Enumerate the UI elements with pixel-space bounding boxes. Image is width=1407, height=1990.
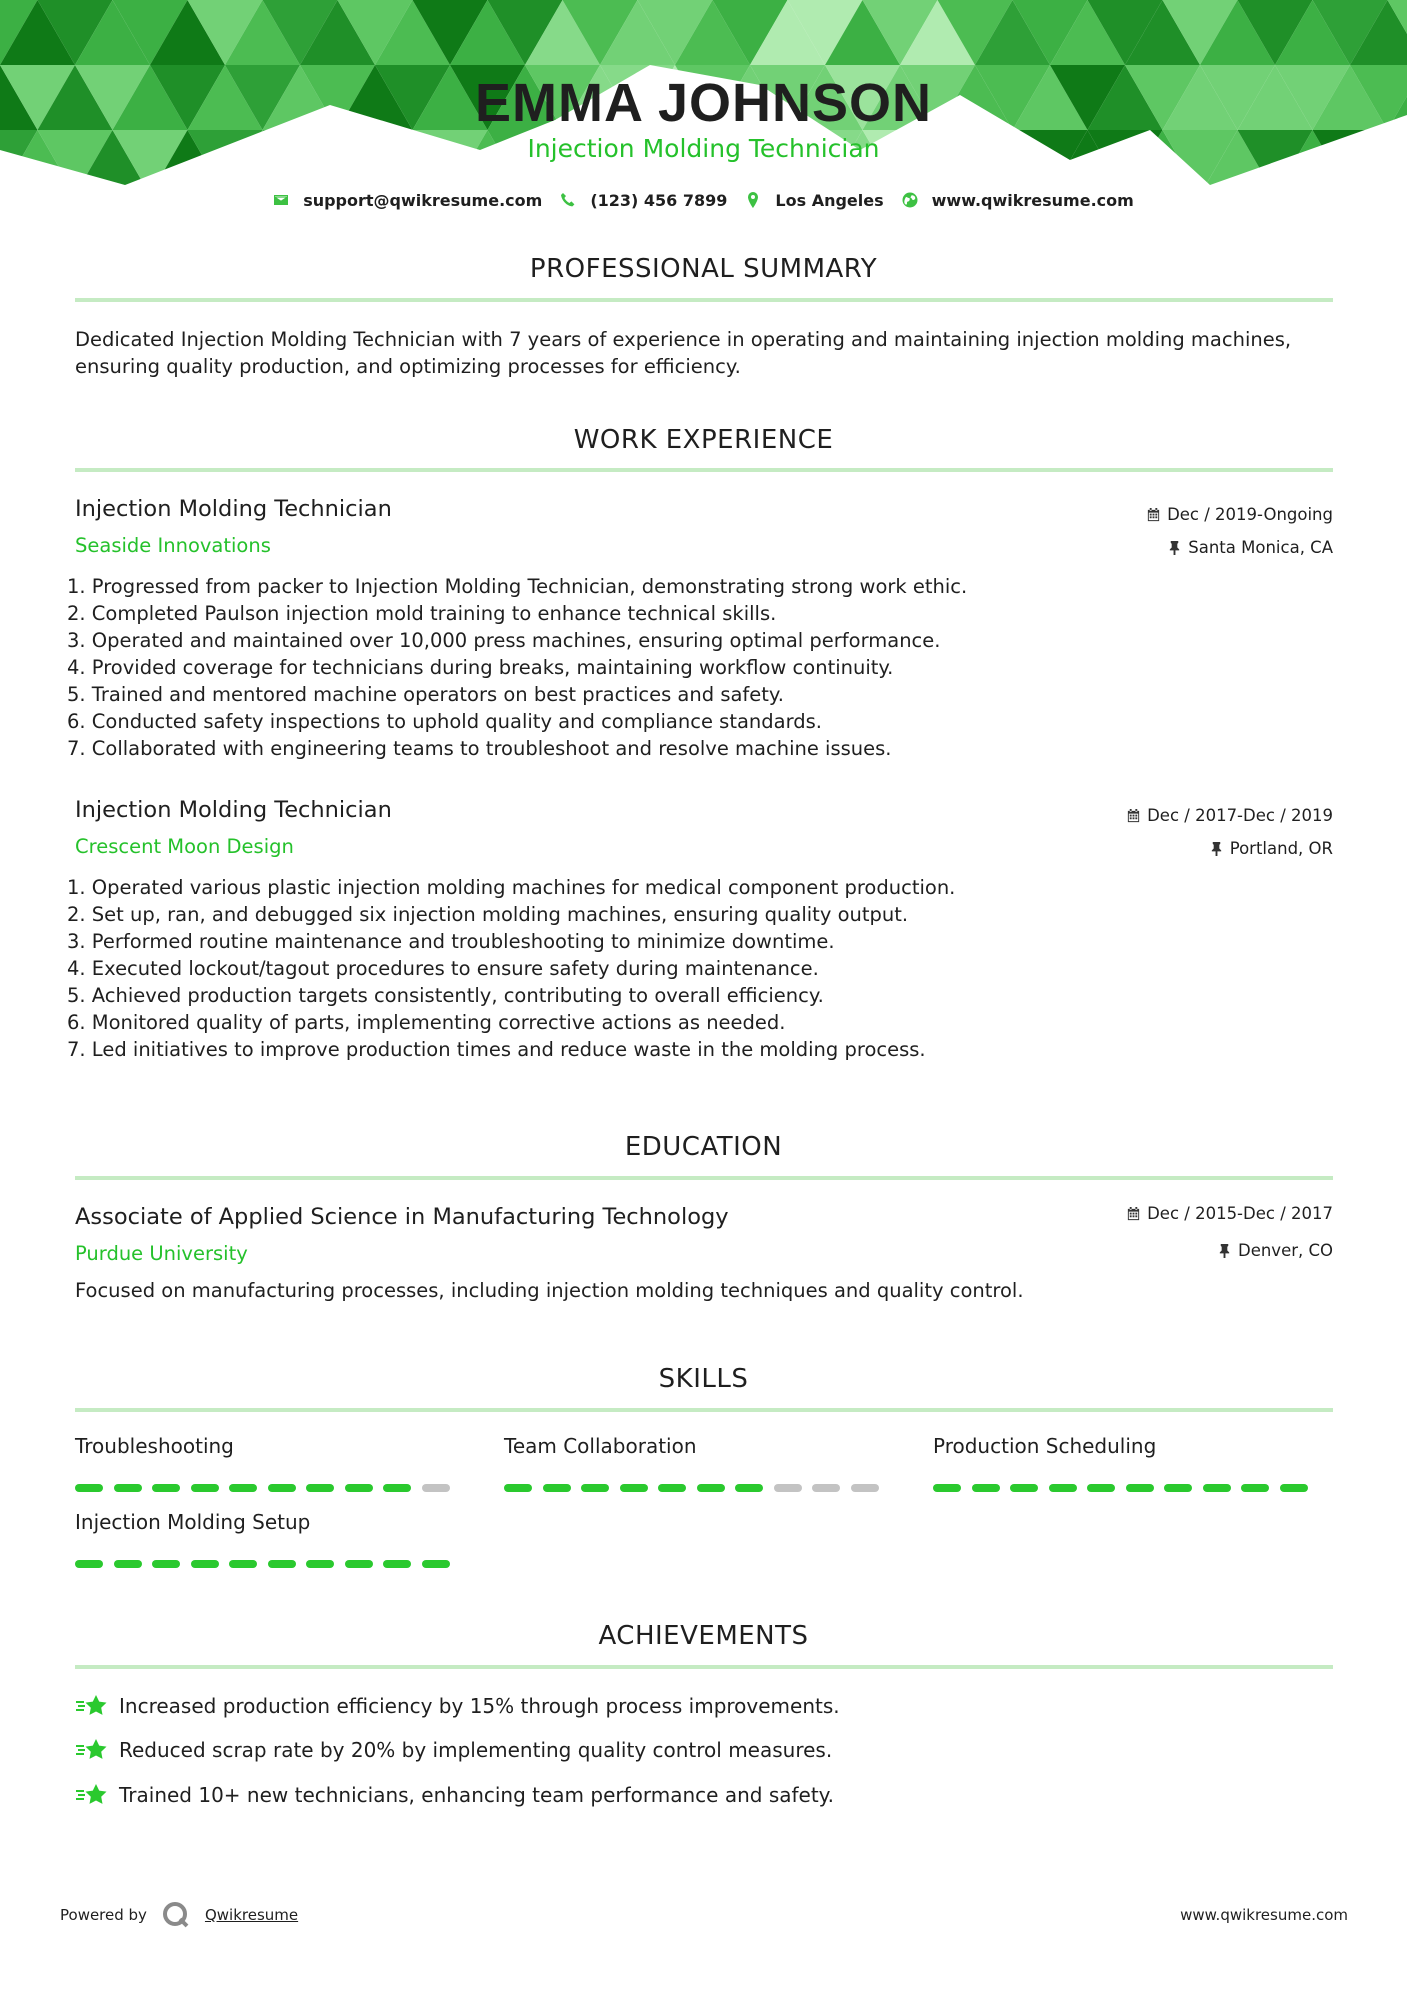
skill-segment [114,1560,142,1568]
skill-segment [933,1484,961,1492]
summary-heading: PROFESSIONAL SUMMARY [529,254,878,284]
job-2-date-text: Dec / 2017-Dec / 2019 [1147,806,1333,825]
skill-segment [345,1560,373,1568]
skill-segment [774,1484,802,1492]
skill-segment [972,1484,1000,1492]
list-item: 3. Operated and maintained over 10,000 press machines, ensuring optimal performance. [67,629,941,652]
job-1-date [1146,505,1333,524]
job-2-date [1126,806,1333,825]
skill-segment [152,1484,180,1492]
calendar-icon [1126,1206,1141,1221]
skill-segment [1010,1484,1038,1492]
footer-website[interactable]: www.qwikresume.com [1180,1906,1348,1924]
education-divider [75,1176,1333,1180]
job-1-date-text: Dec / 2019-Ongoing [1167,505,1333,524]
skill-segment [306,1484,334,1492]
achievements-divider [75,1665,1333,1669]
job-1-title: Injection Molding Technician [75,496,392,522]
skill-segment [697,1484,725,1492]
skill-item [933,1434,1323,1460]
job-1-location-text: Santa Monica, CA [1188,538,1333,557]
skill-segment [422,1484,450,1492]
list-item: 5. Trained and mentored machine operators on best practices and safety. [67,683,784,706]
education-location [1217,1241,1333,1260]
skill-level-bar [933,1484,1318,1492]
star-icon [75,1692,109,1720]
experience-heading: WORK EXPERIENCE [573,425,834,455]
list-item: 1. Progressed from packer to Injection Molding Technician, demonstrating strong work ethic. [67,575,968,598]
achievement-item [75,1781,834,1809]
skill-segment [1203,1484,1231,1492]
achievements-heading: ACHIEVEMENTS [598,1621,809,1651]
list-item: 4. Provided coverage for technicians during breaks, maintaining workflow continuity. [67,656,894,679]
education-heading: EDUCATION [624,1132,783,1162]
qwikresume-link[interactable]: Qwikresume [204,1906,299,1924]
job-1-location [1167,538,1333,557]
list-item: 6. Conducted safety inspections to uphold quality and compliance standards. [67,710,823,733]
skill-segment [504,1484,532,1492]
contact-bar [0,188,1407,212]
skill-level-bar [75,1484,460,1492]
skill-segment [152,1560,180,1568]
list-item: 2. Completed Paulson injection mold training to enhance technical skills. [67,602,777,625]
pushpin-icon [1217,1243,1232,1258]
skill-segment [1049,1484,1077,1492]
location-text: Los Angeles [775,190,884,210]
list-item: 6. Monitored quality of parts, implementing corrective actions as needed. [67,1011,786,1034]
contact-email[interactable] [273,191,542,210]
achievement-text: Increased production efficiency by 15% through process improvements. [119,1694,840,1718]
skill-name: Injection Molding Setup [75,1510,311,1534]
skill-name: Production Scheduling [933,1434,1157,1458]
skill-segment [812,1484,840,1492]
qwikresume-logo-icon [161,1900,191,1930]
job-2-location-text: Portland, OR [1229,839,1333,858]
job-2-company: Crescent Moon Design [75,835,294,858]
phone-icon [560,192,576,208]
skill-segment [581,1484,609,1492]
achievement-item [75,1736,832,1764]
list-item: 5. Achieved production targets consistently, contributing to overall efficiency. [67,984,824,1007]
calendar-icon [1126,808,1141,823]
pushpin-icon [1167,540,1182,555]
list-item: 3. Performed routine maintenance and troubleshooting to minimize downtime. [67,930,835,953]
contact-location [745,191,883,210]
skills-divider [75,1408,1333,1412]
skill-segment [75,1484,103,1492]
email-text: support@qwikresume.com [303,190,543,210]
skill-segment [1126,1484,1154,1492]
skill-segment [268,1484,296,1492]
candidate-name: EMMA JOHNSON [474,73,933,133]
skill-segment [383,1560,411,1568]
skill-item [75,1510,465,1536]
phone-text: (123) 456 7899 [590,190,728,210]
job-subtitle: Injection Molding Technician [527,134,880,163]
skill-level-bar [75,1560,460,1568]
skill-level-bar [504,1484,889,1492]
skill-segment [114,1484,142,1492]
skill-item [504,1434,894,1460]
education-date [1126,1204,1333,1223]
school-name: Purdue University [75,1242,248,1265]
skill-segment [191,1484,219,1492]
summary-divider [75,298,1333,302]
skill-segment [1087,1484,1115,1492]
experience-divider [75,468,1333,472]
website-text: www.qwikresume.com [931,190,1134,210]
skill-segment [735,1484,763,1492]
job-1-company: Seaside Innovations [75,534,271,557]
skill-name: Team Collaboration [504,1434,697,1458]
job-2-bullets [67,874,1307,1063]
skill-name: Troubleshooting [75,1434,234,1458]
calendar-icon [1146,507,1161,522]
education-description: Focused on manufacturing processes, including injection molding techniques and quality control. [75,1279,1024,1302]
envelope-icon [273,192,289,208]
skill-segment [345,1484,373,1492]
list-item: 4. Executed lockout/tagout procedures to ensure safety during maintenance. [67,957,819,980]
list-item: 7. Collaborated with engineering teams to troubleshoot and resolve machine issues. [67,737,892,760]
skill-segment [658,1484,686,1492]
education-date-text: Dec / 2015-Dec / 2017 [1147,1204,1333,1223]
job-2-title: Injection Molding Technician [75,797,392,823]
skill-segment [229,1484,257,1492]
list-item: 7. Led initiatives to improve production times and reduce waste in the molding process. [67,1038,926,1061]
star-icon [75,1781,109,1809]
job-1-bullets [67,573,1307,762]
summary-text: Dedicated Injection Molding Technician with 7 years of experience in operating and maintaining injection molding machines, ensuring quality production, and optimizing processes for efficiency. [75,328,1292,378]
skill-segment [229,1560,257,1568]
map-pin-icon [745,192,761,208]
list-item: 2. Set up, ran, and debugged six injection molding machines, ensuring quality output. [67,903,909,926]
skill-item [75,1434,465,1460]
skill-segment [1241,1484,1269,1492]
contact-website[interactable] [902,191,1134,210]
pushpin-icon [1209,841,1224,856]
skill-segment [306,1560,334,1568]
skill-segment [543,1484,571,1492]
achievement-item [75,1692,840,1720]
education-location-text: Denver, CO [1237,1241,1333,1260]
footer-powered-by [60,1900,298,1930]
skill-segment [1280,1484,1308,1492]
skills-heading: SKILLS [658,1364,749,1394]
skill-segment [268,1560,296,1568]
skill-segment [620,1484,648,1492]
globe-icon [902,192,918,208]
list-item: 1. Operated various plastic injection molding machines for medical component production. [67,876,956,899]
achievement-text: Reduced scrap rate by 20% by implementing quality control measures. [119,1738,833,1762]
skill-segment [383,1484,411,1492]
powered-by-label: Powered by [60,1906,147,1924]
skill-segment [75,1560,103,1568]
achievement-text: Trained 10+ new technicians, enhancing team performance and safety. [119,1783,835,1807]
skill-segment [851,1484,879,1492]
skill-segment [1164,1484,1192,1492]
job-2-location [1209,839,1333,858]
skill-segment [422,1560,450,1568]
degree-title: Associate of Applied Science in Manufacturing Technology [75,1204,729,1230]
star-icon [75,1736,109,1764]
skill-segment [191,1560,219,1568]
contact-phone[interactable] [560,191,727,210]
